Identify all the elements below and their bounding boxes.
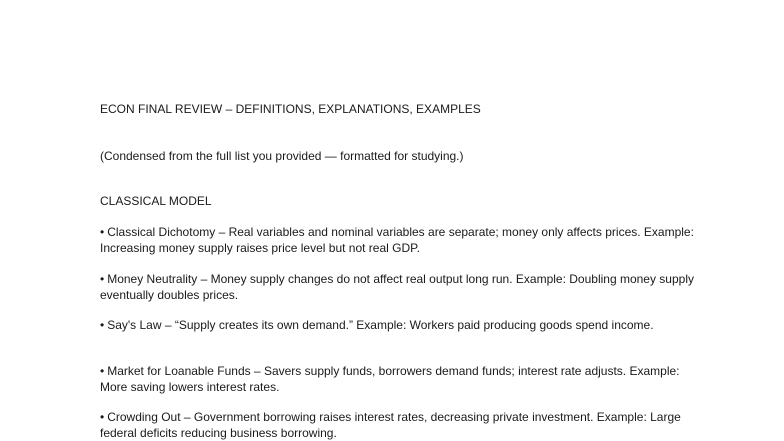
bullet: • — [100, 272, 105, 286]
list-item — [100, 271, 700, 303]
list-item — [100, 363, 700, 395]
bullet: • — [100, 225, 105, 239]
list-item-text: Classical Dichotomy – Real variables and nominal variables are separate; money only affects prices. Example: Increasing money supply raises price level but not real GDP. — [100, 225, 694, 255]
bullet: • — [100, 410, 105, 424]
list-item-text: Say's Law – “Supply creates its own demand.” Example: Workers paid producing goods spend income. — [107, 318, 654, 332]
list-item-text: Crowding Out – Government borrowing raises interest rates, decreasing private investment. Example: Large federal deficits reducing business borrowing. — [100, 410, 681, 440]
bullet: • — [100, 318, 105, 332]
section-heading: CLASSICAL MODEL — [100, 194, 212, 208]
list-item-text: Money Neutrality – Money supply changes do not affect real output long run. Example: Doubling money supply eventually doubles prices. — [100, 272, 694, 302]
bullet: • — [100, 364, 105, 378]
list-item-text: Market for Loanable Funds – Savers supply funds, borrowers demand funds; interest rate adjusts. Example: More saving lowers interest rates. — [100, 364, 680, 394]
list-item — [100, 409, 700, 441]
list-item — [100, 224, 700, 256]
document-title: ECON FINAL REVIEW – DEFINITIONS, EXPLANATIONS, EXAMPLES — [100, 102, 481, 116]
list-item — [100, 317, 700, 333]
document-subtitle: (Condensed from the full list you provided — formatted for studying.) — [100, 149, 464, 163]
